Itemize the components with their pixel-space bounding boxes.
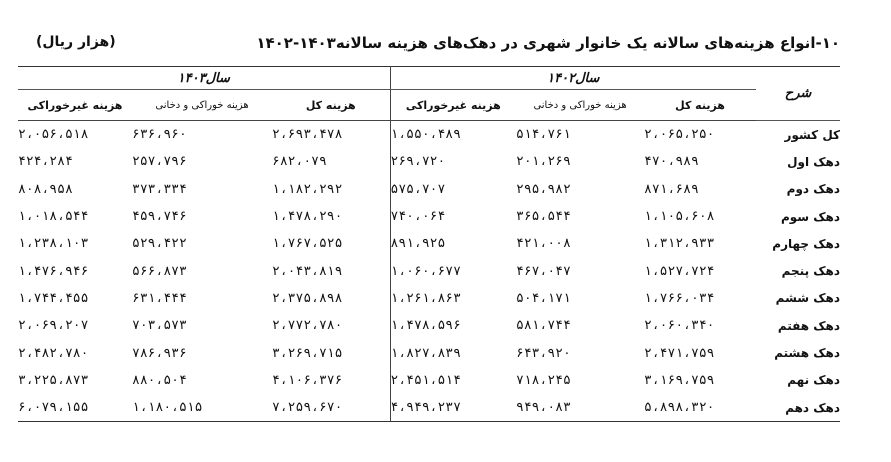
- cell-total-1402: ۵،۸۹۸،۳۲۰: [644, 394, 756, 422]
- cell-nonfood-1402: ۵۷۵،۷۰۷: [390, 176, 516, 203]
- cell-nonfood-1403: ۲،۰۵۶،۵۱۸: [18, 127, 89, 143]
- cell-nonfood-1402: ۱،۵۵۰،۴۸۹: [390, 121, 516, 149]
- row-label: دهک ششم: [775, 291, 841, 306]
- row-label: دهک دوم: [786, 182, 841, 197]
- col-header-nonfood-1403: هزینه غیرخوراکی: [18, 90, 132, 121]
- cell-total-1402: ۴۷۰،۹۸۹: [644, 154, 699, 170]
- cell-nonfood-1402: ۱،۲۶۱،۸۶۳: [390, 285, 516, 312]
- cell-total-1402: ۲،۰۶۵،۲۵۰: [644, 127, 715, 143]
- cell-total-1402: ۱،۱۰۵،۶۰۸: [644, 209, 715, 225]
- cell-food-1403: ۱،۱۸۰،۵۱۵: [132, 394, 272, 422]
- cell-total-1403: ۴،۱۰۶،۳۷۶: [272, 372, 343, 388]
- title-row: [18, 34, 840, 58]
- col-header-total-1402: هزینه کل: [644, 90, 756, 121]
- cell-food-1402: ۵۱۴،۷۶۱: [516, 127, 571, 143]
- cell-total-1403: ۲،۷۷۲،۷۸۰: [272, 318, 343, 334]
- cell-total-1402: ۱،۷۶۶،۰۳۴: [644, 290, 715, 306]
- cell-total-1403: ۱،۱۸۲،۲۹۲: [272, 181, 343, 197]
- cell-nonfood-1403: ۲،۴۸۲،۷۸۰: [18, 345, 89, 361]
- cell-nonfood-1402: ۱،۴۷۸،۵۹۶: [390, 312, 516, 339]
- table-row: [18, 312, 840, 339]
- cell-food-1403: ۸۸۰،۵۰۴: [132, 372, 187, 388]
- table-row: [18, 148, 840, 175]
- cell-nonfood-1403: ۲،۰۶۹،۲۰۷: [18, 318, 89, 334]
- cell-food-1402: ۶۴۳،۹۲۰: [516, 345, 571, 361]
- cell-total-1402: ۱،۳۱۲،۹۳۳: [644, 236, 715, 252]
- col-header-food-1402: هزینه خوراکی و دخانی: [516, 90, 644, 121]
- cell-total-1403: ۳،۲۶۹،۷۱۵: [272, 345, 343, 361]
- cell-nonfood-1403: ۱،۰۱۸،۵۴۴: [18, 209, 89, 225]
- cell-nonfood-1402: ۲۶۹،۷۲۰: [390, 148, 516, 175]
- row-label: دهک نهم: [787, 373, 841, 388]
- cell-food-1403: ۶۳۱،۴۴۴: [132, 290, 187, 306]
- table-row: [18, 203, 840, 230]
- cell-food-1403: ۶۳۶،۹۶۰: [132, 127, 187, 143]
- cell-nonfood-1403: ۳،۲۲۵،۸۷۳: [18, 372, 89, 388]
- row-label: دهک هفتم: [777, 318, 841, 333]
- cell-food-1402: ۳۶۵،۵۴۴: [516, 209, 571, 225]
- col-header-nonfood-1402: هزینه غیرخوراکی: [390, 90, 516, 121]
- cell-food-1402: ۴۶۷،۰۴۷: [516, 263, 571, 279]
- cell-food-1402: ۹۴۹،۰۸۳: [516, 394, 644, 422]
- cell-food-1403: ۵۲۹،۴۲۲: [132, 236, 187, 252]
- cell-total-1403: ۷،۲۵۹،۶۷۰: [272, 394, 390, 422]
- cell-food-1403: ۳۷۳،۳۳۴: [132, 181, 187, 197]
- cell-total-1403: ۲،۰۴۳،۸۱۹: [272, 263, 343, 279]
- row-label: دهک پنجم: [781, 264, 841, 279]
- cell-food-1402: ۵۰۴،۱۷۱: [516, 290, 571, 306]
- cell-total-1402: ۱،۵۲۷،۷۲۴: [644, 263, 715, 279]
- cell-total-1403: ۲،۳۷۵،۸۹۸: [272, 290, 343, 306]
- cell-food-1402: ۵۸۱،۷۴۴: [516, 318, 571, 334]
- col-header-food-1403: هزینه خوراکی و دخانی: [132, 90, 272, 121]
- table-row: [18, 176, 840, 203]
- cell-nonfood-1402: ۴،۹۴۹،۲۳۷: [390, 394, 516, 422]
- table-row: [18, 285, 840, 312]
- unit-label: (هزار ریال): [36, 34, 116, 50]
- cell-total-1403: ۱،۴۷۸،۲۹۰: [272, 209, 343, 225]
- cell-food-1403: ۲۵۷،۷۹۶: [132, 154, 187, 170]
- cell-total-1403: ۶۸۲،۰۷۹: [272, 154, 327, 170]
- table-body: [18, 121, 840, 422]
- column-header-row: [18, 90, 840, 121]
- row-label: دهک چهارم: [772, 236, 841, 251]
- cell-total-1402: ۳،۱۶۹،۷۵۹: [644, 372, 715, 388]
- page-title: ۱۰-انواع هزینه‌های سالانه یک خانوار شهری در دهک‌های هزینه سالانه۱۴۰۳-۱۴۰۲: [256, 34, 840, 52]
- cell-nonfood-1403: ۴۲۴،۲۸۴: [18, 154, 73, 170]
- table-row: [18, 230, 840, 257]
- table-row: [18, 257, 840, 284]
- row-label: دهک دهم: [756, 394, 840, 422]
- cell-nonfood-1402: ۷۴۰،۰۶۴: [390, 203, 516, 230]
- col-header-total-1403: هزینه کل: [272, 90, 390, 121]
- cell-food-1403: ۴۵۹،۷۴۶: [132, 209, 187, 225]
- cell-nonfood-1402: ۸۹۱،۹۲۵: [390, 230, 516, 257]
- cell-nonfood-1403: ۱،۴۷۶،۹۴۶: [18, 263, 89, 279]
- cell-food-1402: ۲۹۵،۹۸۲: [516, 181, 571, 197]
- cell-nonfood-1402: ۱،۸۲۷،۸۳۹: [390, 339, 516, 366]
- cell-total-1402: ۲،۰۶۰،۳۴۰: [644, 318, 715, 334]
- year-header-row: [18, 67, 840, 90]
- cell-nonfood-1402: ۱،۰۶۰،۶۷۷: [390, 257, 516, 284]
- cell-nonfood-1403: ۱،۷۴۴،۴۵۵: [18, 290, 89, 306]
- cell-food-1403: ۵۶۶،۸۷۳: [132, 263, 187, 279]
- cell-nonfood-1402: ۲،۴۵۱،۵۱۴: [390, 367, 516, 394]
- desc-header: شرح: [756, 67, 840, 121]
- cell-food-1403: ۷۰۳،۵۷۳: [132, 318, 187, 334]
- table-row: [18, 367, 840, 394]
- cell-total-1403: ۱،۷۶۷،۵۲۵: [272, 236, 343, 252]
- year-1403-header: سال۱۴۰۳: [18, 67, 390, 90]
- cell-nonfood-1403: ۱،۲۳۸،۱۰۳: [18, 236, 89, 252]
- expense-table: [18, 66, 840, 422]
- cell-total-1402: ۲،۴۷۱،۷۵۹: [644, 345, 715, 361]
- cell-total-1402: ۸۷۱،۶۸۹: [644, 181, 699, 197]
- cell-food-1403: ۷۸۶،۹۳۶: [132, 345, 187, 361]
- cell-nonfood-1403: ۶،۰۷۹،۱۵۵: [18, 394, 132, 422]
- cell-total-1403: ۲،۶۹۳،۴۷۸: [272, 127, 343, 143]
- year-1402-header: سال۱۴۰۲: [390, 67, 756, 90]
- cell-nonfood-1403: ۸۰۸،۹۵۸: [18, 181, 73, 197]
- table-row: [18, 121, 840, 149]
- row-label: دهک سوم: [780, 209, 841, 224]
- row-label: دهک هشتم: [774, 346, 841, 361]
- cell-food-1402: ۲۰۱،۲۶۹: [516, 154, 571, 170]
- row-label: دهک اول: [787, 154, 841, 169]
- table-row: [18, 339, 840, 366]
- cell-food-1402: ۴۲۱،۰۰۸: [516, 236, 571, 252]
- row-label: کل کشور: [784, 127, 841, 142]
- table-row: [18, 394, 840, 422]
- cell-food-1402: ۷۱۸،۲۴۵: [516, 372, 571, 388]
